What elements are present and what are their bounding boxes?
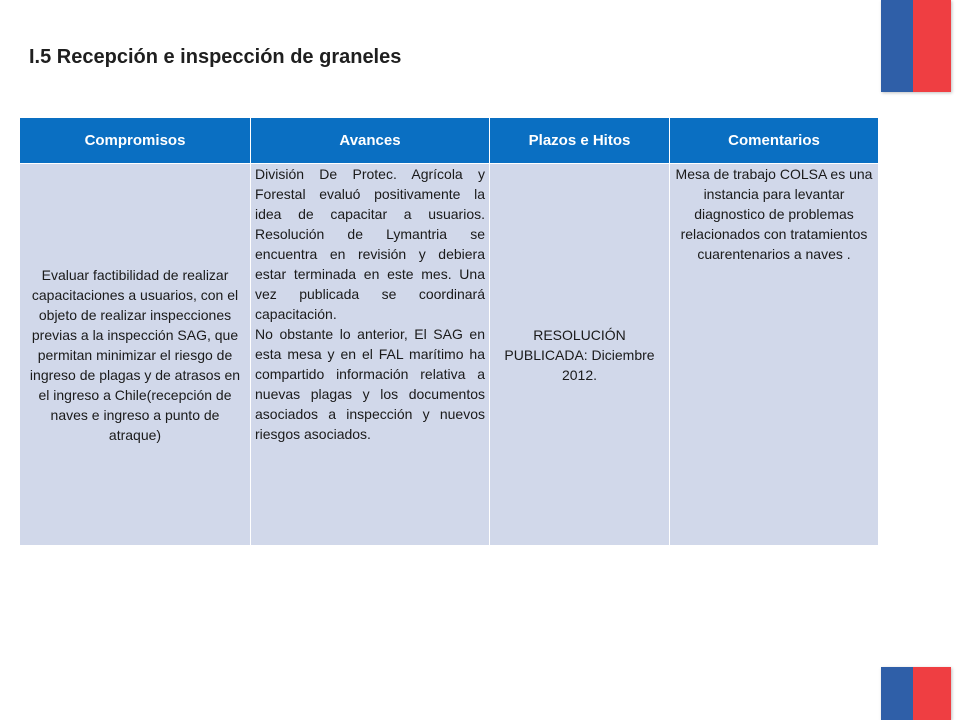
chile-flag-decoration-top [881,0,951,92]
cell-compromisos: Evaluar factibilidad de realizar capacitaciones a usuarios, con el objeto de realizar inspecciones previas a la inspección SAG, que permitan minimizar el riesgo de ingreso de plagas y de atrasos en el ingreso a Chile(recepción de naves e ingreso a punto de atraque) [20,164,251,546]
header-avances: Avances [251,118,490,164]
flag-red-stripe [913,0,951,92]
flag-red-stripe [913,667,951,720]
table-header-row [20,118,879,164]
flag-blue-stripe [881,0,913,92]
cell-comentarios: Mesa de trabajo COLSA es una instancia para levantar diagnostico de problemas relacionados con tratamientos cuarentenarios a naves . [670,164,879,546]
cell-plazos: RESOLUCIÓN PUBLICADA: Diciembre 2012. [490,164,670,546]
avances-paragraph-2: No obstante lo anterior, El SAG en esta mesa y en el FAL marítimo ha compartido información relativa a nuevas plagas y los documentos asociados a inspección y nuevos riesgos asociados. [255,326,485,442]
header-plazos: Plazos e Hitos [490,118,670,164]
cell-avances [251,164,490,546]
commitments-table [19,117,879,546]
header-compromisos: Compromisos [20,118,251,164]
slide-title: I.5 Recepción e inspección de graneles [29,46,402,68]
table-row [20,164,879,546]
chile-flag-decoration-bottom [881,667,951,720]
header-comentarios: Comentarios [670,118,879,164]
flag-blue-stripe [881,667,913,720]
avances-paragraph-1: División De Protec. Agrícola y Forestal evaluó positivamente la idea de capacitar a usuarios. Resolución de Lymantria se encuentra en revisión y debiera estar terminada en este mes. Una vez publicada se coordinará capacitación. [255,166,485,322]
